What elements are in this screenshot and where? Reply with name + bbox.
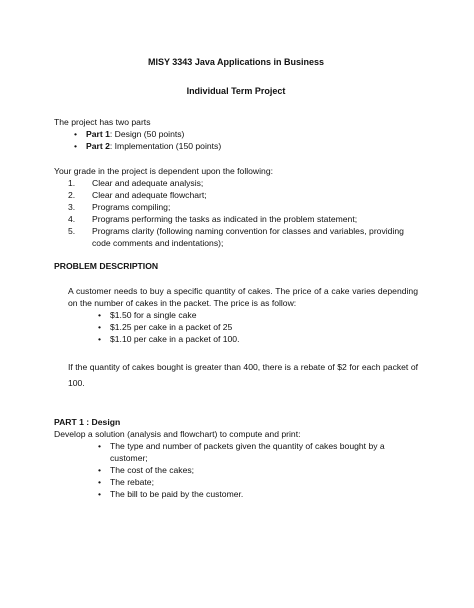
- list-item: [68, 189, 418, 201]
- criterion-text: Clear and adequate flowchart;: [92, 190, 207, 200]
- list-item: • $1.25 per cake in a packet of 25: [98, 321, 418, 333]
- document-subtitle: Individual Term Project: [186, 86, 286, 96]
- criteria-list: [54, 177, 418, 249]
- criterion-number: 2.: [68, 190, 76, 200]
- part1-heading: PART 1 : Design: [54, 417, 121, 427]
- list-item: • $1.10 per cake in a packet of 100.: [98, 333, 418, 345]
- part-label: Part 2: [86, 141, 110, 151]
- part1-intro: Develop a solution (analysis and flowchart) to compute and print:: [54, 429, 301, 439]
- parts-list: [74, 128, 418, 152]
- criterion-number: 3.: [68, 202, 76, 212]
- list-item: • The bill to be paid by the customer.: [98, 488, 418, 500]
- intro-text: The project has two parts: [54, 117, 151, 127]
- list-item: [68, 177, 418, 189]
- part-detail: : Implementation (150 points): [109, 141, 222, 151]
- criterion-text: Programs performing the tasks as indicated in the problem statement;: [92, 214, 358, 224]
- list-item: [74, 128, 418, 140]
- list-item: [68, 201, 418, 213]
- criterion-text: Programs compiling;: [92, 202, 171, 212]
- criterion-text: Programs clarity (following naming convention for classes and variables, providing code comments and indentations);: [92, 226, 404, 248]
- outputs-list: [98, 440, 418, 500]
- criterion-text: Clear and adequate analysis;: [92, 178, 204, 188]
- price-list: [98, 309, 418, 345]
- list-item: [68, 225, 418, 249]
- list-item: • The type and number of packets given the quantity of cakes bought by a customer;: [98, 440, 418, 464]
- problem-heading: PROBLEM DESCRIPTION: [54, 261, 159, 271]
- list-item: • $1.50 for a single cake: [98, 309, 418, 321]
- criterion-number: 5.: [68, 226, 76, 236]
- document-title: MISY 3343 Java Applications in Business: [147, 57, 325, 67]
- criterion-number: 4.: [68, 214, 76, 224]
- list-item: [68, 213, 418, 225]
- grade-intro: Your grade in the project is dependent upon the following:: [54, 166, 273, 176]
- part-label: Part 1: [86, 129, 110, 139]
- problem-text: A customer needs to buy a specific quantity of cakes. The price of a cake varies depending on the number of cakes in the packet. The price is as follow:: [68, 286, 418, 308]
- criterion-number: 1.: [68, 178, 76, 188]
- rebate-text: If the quantity of cakes bought is greater than 400, there is a rebate of $2 for each packet of 100.: [68, 362, 418, 388]
- list-item: • The cost of the cakes;: [98, 464, 418, 476]
- part-detail: : Design (50 points): [109, 129, 185, 139]
- list-item: [74, 140, 418, 152]
- list-item: • The rebate;: [98, 476, 418, 488]
